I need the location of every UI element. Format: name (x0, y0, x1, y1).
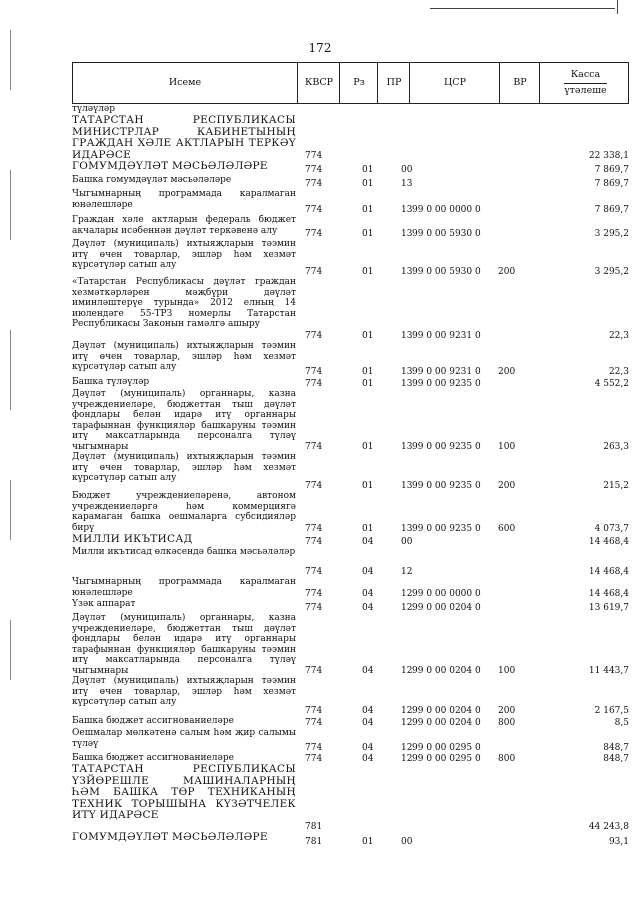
row-csr: 99 0 00 0000 0 (412, 588, 481, 599)
row-pr: 12 (401, 602, 413, 613)
table-row (72, 716, 629, 728)
table-row (72, 115, 629, 161)
row-name: түләүләр (72, 104, 115, 114)
header-name: Исеме (168, 76, 202, 88)
header-rz: Рз (339, 63, 378, 103)
row-kvsr: 774 (305, 228, 323, 239)
row-rz: 04 (362, 665, 374, 676)
table-row (72, 189, 629, 215)
row-rz: 01 (362, 330, 374, 341)
page-number: 172 (308, 41, 332, 55)
row-kassa: 4 552,2 (594, 378, 629, 389)
row-rz: 01 (362, 480, 374, 491)
header-kassa-line2: үтәлеше (564, 84, 607, 96)
row-kassa: 7 869,7 (594, 164, 629, 175)
row-name: Дәүләт (муниципаль) ихтыяҗларын тәэмин итү өчен товарлар, эшләр һәм хезмәт күрсәтүләр сатып алу (72, 341, 296, 372)
row-name: Башка бюджет ассигнованиеләре (72, 753, 234, 763)
row-kvsr: 781 (305, 836, 323, 847)
row-kvsr: 774 (305, 753, 323, 764)
row-rz: 04 (362, 753, 374, 764)
row-kvsr: 774 (305, 480, 323, 491)
row-name: ТАТАРСТАН РЕСПУБЛИКАСЫ ҮЗЙӨРЕШЛЕ МАШИНАЛАРНЫҢ ҺӘМ БАШКА ТӨР ТЕХНИКАНЫҢ ТЕХНИК ТОРЫШЫНА КҮЗӘТЧЕЛЕК ИТҮ ИДАРӘСЕ (72, 763, 296, 821)
row-vr: 600 (498, 523, 516, 534)
row-csr: 99 0 00 0204 0 (412, 717, 481, 728)
row-kassa: 14 468,4 (588, 588, 629, 599)
row-csr: 99 0 00 9231 0 (412, 366, 481, 377)
row-name: Башка түләүләр (72, 377, 150, 387)
row-kassa: 22 338,1 (588, 150, 629, 161)
row-csr: 99 0 00 0204 0 (412, 602, 481, 613)
row-name: «Татарстан Республикасы дәүләт граждан хезмәткәрләрен мәҗбүри дәүләт иминләштерүе турында» 2012 елның 14 июлендәге 55-ТРЗ номерлы Татарстан Республикасы Законын гамәлгә ашыру (72, 277, 296, 329)
table-row (72, 676, 629, 716)
row-kassa: 13 619,7 (588, 602, 629, 613)
row-vr: 800 (498, 753, 516, 764)
row-csr: 99 0 00 0204 0 (412, 665, 481, 676)
row-pr: 13 (401, 178, 413, 189)
row-csr: 99 0 00 9235 0 (412, 523, 481, 534)
row-csr: 99 0 00 0295 0 (412, 753, 481, 764)
row-name: Дәүләт (муниципаль) ихтыяҗларын тәэмин итү өчен товарлар, эшләр һәм хезмәт күрсәтүләр сатып алу (72, 452, 296, 483)
row-pr: 00 (401, 536, 413, 547)
table-row (72, 277, 629, 341)
header-kvsr: КВСР (297, 63, 340, 103)
row-kvsr: 774 (305, 164, 323, 175)
row-csr: 99 0 00 0000 0 (412, 204, 481, 215)
row-name: Бюджет учреждениеләренә, автоном учреждениеләргә һәм коммерциягә карамаган башка оешмаларга субсидияләр бирү (72, 491, 296, 533)
row-name: Дәүләт (муниципаль) органнары, казна учреждениеләре, бюджеттан тыш дәүләт фондлары белән идарә итү органнары тарафыннан функцияләр башкаруны тәэмин итү максатларында персоналга түләү чыгымнары (72, 389, 296, 452)
row-kassa: 848,7 (603, 742, 629, 753)
row-rz: 01 (362, 441, 374, 452)
header-kassa (539, 63, 631, 103)
row-pr: 00 (401, 836, 413, 847)
row-kassa: 14 468,4 (588, 566, 629, 577)
table-row (72, 534, 629, 547)
table-row (72, 341, 629, 377)
row-csr: 99 0 00 5930 0 (412, 228, 481, 239)
row-rz: 01 (362, 204, 374, 215)
row-pr: 12 (401, 717, 413, 728)
row-pr: 13 (401, 330, 413, 341)
row-vr: 100 (498, 441, 516, 452)
row-kassa: 263,3 (603, 441, 629, 452)
top-corner-mark (617, 0, 618, 14)
row-kvsr: 774 (305, 705, 323, 716)
row-vr: 800 (498, 717, 516, 728)
margin-scan-mark (10, 330, 11, 410)
row-name: Граждан хәле актларын федераль бюджет акчалары исәбеннән дәүләт теркәвенә алу (72, 215, 296, 236)
row-kvsr: 774 (305, 150, 323, 161)
row-kvsr: 774 (305, 378, 323, 389)
row-rz: 01 (362, 266, 374, 277)
row-kassa: 848,7 (603, 753, 629, 764)
row-vr: 200 (498, 366, 516, 377)
row-csr: 99 0 00 9235 0 (412, 480, 481, 491)
row-rz: 04 (362, 566, 374, 577)
row-pr: 13 (401, 228, 413, 239)
row-pr: 13 (401, 378, 413, 389)
table-header (72, 62, 629, 104)
row-name: Чыгымнарның программада каралмаган юнәлешләре (72, 577, 296, 598)
row-pr: 12 (401, 566, 413, 577)
row-kvsr: 774 (305, 588, 323, 599)
top-border-line (430, 8, 615, 9)
table-row (72, 161, 629, 175)
row-name: Башка бюджет ассигнованиеләре (72, 716, 234, 726)
row-pr: 12 (401, 705, 413, 716)
row-name: Оешмалар мөлкәтенә салым һәм җир салымы түләү (72, 728, 296, 749)
row-kassa: 2 167,5 (594, 705, 629, 716)
row-name: Дәүләт (муниципаль) ихтыяҗларын тәэмин итү өчен товарлар, эшләр һәм хезмәт күрсәтүләр сатып алу (72, 239, 296, 270)
row-csr: 99 0 00 0204 0 (412, 705, 481, 716)
margin-scan-mark (10, 620, 11, 680)
row-pr: 12 (401, 742, 413, 753)
row-kassa: 22,3 (608, 366, 629, 377)
row-vr: 100 (498, 665, 516, 676)
row-kassa: 22,3 (608, 330, 629, 341)
row-kassa: 7 869,7 (594, 178, 629, 189)
row-kvsr: 774 (305, 178, 323, 189)
row-csr: 99 0 00 9235 0 (412, 441, 481, 452)
row-name: Башка гомумдәүләт мәсьәләләре (72, 175, 232, 185)
row-rz: 04 (362, 588, 374, 599)
table-row (72, 599, 629, 613)
row-pr: 13 (401, 523, 413, 534)
row-pr: 12 (401, 753, 413, 764)
row-kassa: 3 295,2 (594, 266, 629, 277)
row-pr: 13 (401, 266, 413, 277)
table-row (72, 389, 629, 452)
row-kvsr: 774 (305, 566, 323, 577)
row-name: ГОМУМДӘҮЛӘТ МӘСЬӘЛӘЛӘРЕ (72, 160, 268, 172)
row-pr: 13 (401, 366, 413, 377)
row-rz: 01 (362, 523, 374, 534)
row-pr: 13 (401, 480, 413, 491)
row-rz: 04 (362, 536, 374, 547)
row-name: Үзәк аппарат (72, 599, 136, 609)
table-row (72, 377, 629, 389)
table-row (72, 728, 629, 753)
row-rz: 04 (362, 717, 374, 728)
row-kassa: 4 073,7 (594, 523, 629, 534)
row-name: Чыгымнарның программада каралмаган юнәлешләре (72, 189, 296, 210)
row-kassa: 93,1 (608, 836, 629, 847)
row-rz: 01 (362, 228, 374, 239)
table-body (72, 104, 629, 847)
row-kvsr: 781 (305, 821, 323, 832)
table-row (72, 175, 629, 189)
row-csr: 99 0 00 9235 0 (412, 378, 481, 389)
row-kassa: 14 468,4 (588, 536, 629, 547)
row-kvsr: 774 (305, 717, 323, 728)
row-csr: 99 0 00 5930 0 (412, 266, 481, 277)
row-name: ТАТАРСТАН РЕСПУБЛИКАСЫ МИНИСТРЛАР КАБИНЕТЫНЫҢ ГРАЖДАН ХӘЛЕ АКТЛАРЫН ТЕРКӘҮ ИДАРӘСЕ (72, 114, 296, 161)
row-pr: 12 (401, 665, 413, 676)
row-name: ГОМУМДӘҮЛӘТ МӘСЬӘЛӘЛӘРЕ (72, 831, 268, 843)
row-kassa: 3 295,2 (594, 228, 629, 239)
row-rz: 01 (362, 164, 374, 175)
table-row (72, 613, 629, 676)
row-pr: 00 (401, 164, 413, 175)
row-name: МИЛЛИ ИКЪТИСАД (72, 533, 193, 545)
header-csr: ЦСР (409, 63, 500, 103)
row-rz: 04 (362, 742, 374, 753)
row-kvsr: 774 (305, 665, 323, 676)
row-kassa: 44 243,8 (588, 821, 629, 832)
row-kassa: 8,5 (614, 717, 629, 728)
table-row (72, 452, 629, 491)
header-pr: ПР (377, 63, 410, 103)
row-pr: 13 (401, 204, 413, 215)
table-row (72, 239, 629, 277)
row-name: Милли икътисад өлкәсендә башка мәсьәләләр (72, 547, 296, 557)
row-kvsr: 774 (305, 742, 323, 753)
budget-table (72, 62, 629, 847)
header-kassa-line1: Касса (564, 70, 606, 84)
row-kvsr: 774 (305, 536, 323, 547)
row-kvsr: 774 (305, 204, 323, 215)
row-kvsr: 774 (305, 441, 323, 452)
margin-scan-mark (10, 30, 11, 90)
row-rz: 01 (362, 366, 374, 377)
row-rz: 01 (362, 178, 374, 189)
row-name: Дәүләт (муниципаль) ихтыяҗларын тәэмин итү өчен товарлар, эшләр һәм хезмәт күрсәтүләр сатып алу (72, 676, 296, 707)
row-rz: 04 (362, 602, 374, 613)
row-csr: 99 0 00 0295 0 (412, 742, 481, 753)
row-csr: 99 0 00 9231 0 (412, 330, 481, 341)
row-kvsr: 774 (305, 266, 323, 277)
row-kassa: 11 443,7 (588, 665, 629, 676)
margin-scan-mark (10, 480, 11, 540)
table-row (72, 577, 629, 599)
row-kvsr: 774 (305, 366, 323, 377)
row-vr: 200 (498, 705, 516, 716)
row-rz: 04 (362, 705, 374, 716)
row-name: Дәүләт (муниципаль) органнары, казна учреждениеләре, бюджеттан тыш дәүләт фондлары белән идарә итү органнары тарафыннан функцияләр башкаруны тәэмин итү максатларында персоналга түләү чыгымнары (72, 613, 296, 676)
row-kvsr: 774 (305, 523, 323, 534)
row-rz: 01 (362, 378, 374, 389)
table-row (72, 547, 629, 577)
header-vr: ВР (499, 63, 540, 103)
margin-scan-mark (10, 170, 11, 240)
table-row (72, 832, 629, 847)
row-vr: 200 (498, 480, 516, 491)
table-row (72, 491, 629, 534)
row-pr: 12 (401, 588, 413, 599)
table-row (72, 764, 629, 832)
row-rz: 01 (362, 836, 374, 847)
row-vr: 200 (498, 266, 516, 277)
row-kassa: 215,2 (603, 480, 629, 491)
row-kvsr: 774 (305, 602, 323, 613)
row-kvsr: 774 (305, 330, 323, 341)
row-pr: 13 (401, 441, 413, 452)
table-row (72, 215, 629, 239)
row-kassa: 7 869,7 (594, 204, 629, 215)
